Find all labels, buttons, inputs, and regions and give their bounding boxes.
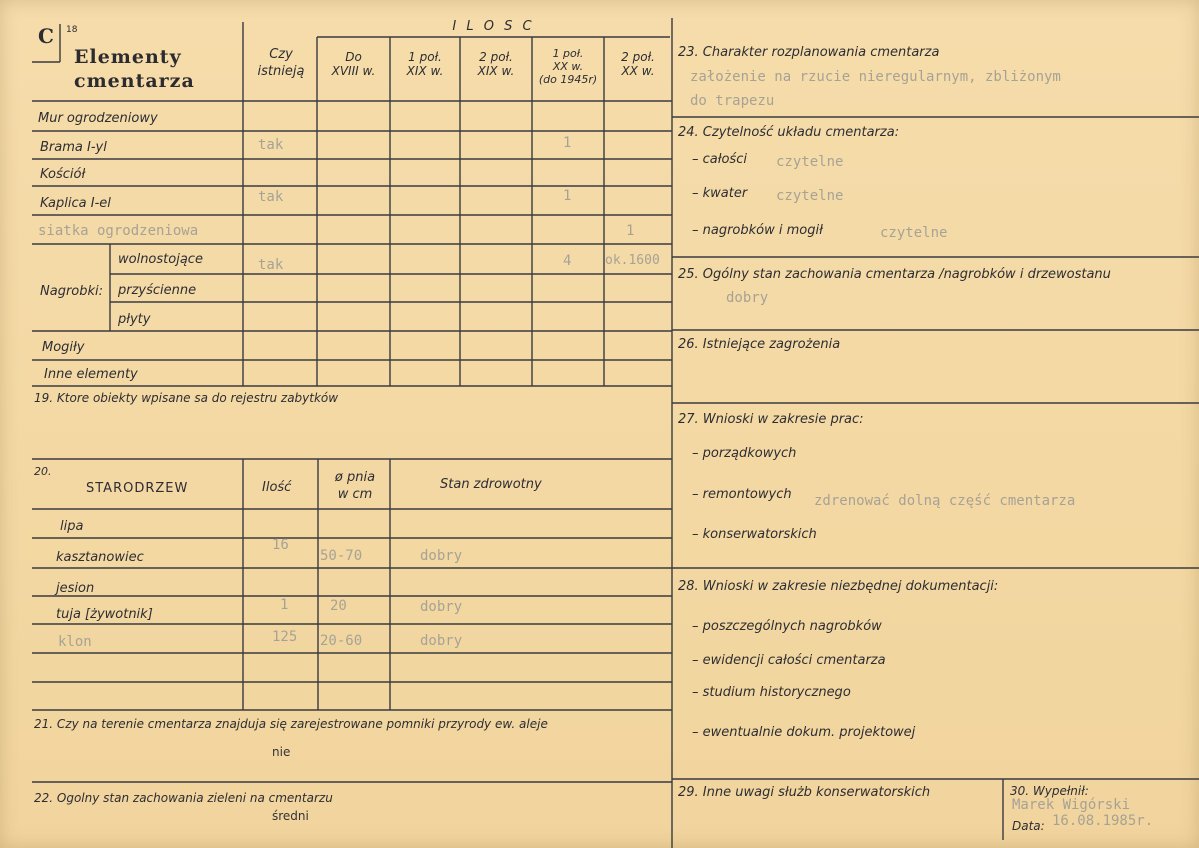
q22: 22. Ogolny stan zachowania zieleni na cmentarzu [34, 791, 333, 805]
header-col-2pol-xix: 2 poł. XIX w. [477, 50, 515, 78]
tree-name-klon: klon [58, 634, 92, 650]
header-ilosc: I L O S C [452, 19, 535, 34]
header-czy-istnieja: Czy istnieją [257, 47, 305, 79]
q24-nagrobkow: – nagrobków i mogił [692, 223, 823, 238]
q28-projektowej: – ewentualnie dokum. projektowej [692, 725, 916, 740]
cell-wolno-czy: tak [258, 257, 284, 273]
header-ilosc-drzew: Ilość [262, 480, 292, 495]
tree-pnia-klon: 20-60 [320, 633, 363, 649]
tree-ilosc-kasztanowiec: 16 [272, 537, 289, 553]
cell-siatka-2pol-xx: 1 [626, 223, 635, 239]
q27: 27. Wnioski w zakresie prac: [678, 412, 864, 427]
header-pnia: ø pnia w cm [334, 470, 376, 502]
row-inne: Inne elementy [44, 367, 138, 382]
q28-ewidencji: – ewidencji całości cmentarza [692, 653, 886, 668]
cell-brama-czy: tak [258, 137, 284, 153]
tree-ilosc-klon: 125 [272, 629, 298, 645]
q24-kwater: – kwater [692, 186, 748, 201]
header-starodrzew: STARODRZEW [86, 481, 189, 496]
header-stan-zdrowotny: Stan zdrowotny [440, 477, 542, 492]
header-col-2pol-xx: 2 poł. XX w. [621, 50, 655, 78]
a23-line1: założenie na rzucie nieregularnym, zbliżonym [690, 69, 1061, 85]
q24: 24. Czytelność układu cmentarza: [678, 125, 900, 140]
q28-studium: – studium historycznego [692, 685, 851, 700]
card-letter: C [38, 24, 55, 48]
tree-name-jesion: jesion [56, 581, 95, 596]
header-col-do-xviii: Do XVIII w. [331, 50, 376, 78]
row-nagrobki-label: Nagrobki: [40, 284, 104, 299]
card-title-line1: Elementy [74, 46, 182, 68]
q28: 28. Wnioski w zakresie niezbędnej dokumentacji: [678, 579, 999, 594]
row-brama: Brama I-yl [40, 140, 107, 155]
row-siatka: siatka ogrodzeniowa [38, 223, 199, 239]
tree-stan-kasztanowiec: dobry [420, 548, 463, 564]
a24-nagrobkow: czytelne [880, 225, 948, 241]
card-title-line2: cmentarza [74, 70, 195, 92]
q25: 25. Ogólny stan zachowania cmentarza /nagrobków i drzewostanu [678, 267, 1111, 282]
a25: dobry [726, 290, 769, 306]
q27-konserwatorskich: – konserwatorskich [692, 527, 817, 542]
tree-pnia-tuja: 20 [330, 598, 347, 614]
q30-data-label: Data: [1012, 819, 1045, 833]
tree-name-lipa: lipa [60, 519, 84, 534]
a30-date: 16.08.1985r. [1052, 813, 1154, 829]
header-col-1pol-xx: 1 poł. XX w. (do 1945r) [538, 47, 598, 86]
tree-pnia-kasztanowiec: 50-70 [320, 548, 363, 564]
q27-porzadkowych: – porządkowych [692, 446, 797, 461]
q21: 21. Czy na terenie cmentarza znajduja się zarejestrowane pomniki przyrody ew. aleje [34, 717, 548, 731]
q26: 26. Istniejące zagrożenia [678, 337, 841, 352]
q27-remontowych: – remontowych [692, 487, 792, 502]
tree-stan-klon: dobry [420, 633, 463, 649]
row-kaplica: Kaplica I-el [40, 196, 111, 211]
tree-name-kasztanowiec: kasztanowiec [56, 550, 144, 565]
tree-name-tuja: tuja [żywotnik] [56, 607, 153, 622]
row-mur: Mur ogrodzeniowy [38, 111, 158, 126]
q24-calosci: – całości [692, 152, 747, 167]
a22: średni [272, 809, 309, 823]
q19: 19. Ktore obiekty wpisane sa do rejestru zabytków [34, 391, 339, 405]
row-przyscienne: przyścienne [118, 283, 197, 298]
card-number: 18 [66, 25, 78, 35]
a27-remontowych: zdrenować dolną część cmentarza [814, 493, 1076, 509]
header-col-1pol-xix: 1 poł. XIX w. [406, 50, 444, 78]
tree-stan-tuja: dobry [420, 599, 463, 615]
row-wolnostojace: wolnostojące [118, 252, 203, 267]
row-kosciol: Kościół [40, 167, 86, 182]
row-mogily: Mogiły [42, 340, 85, 355]
q23: 23. Charakter rozplanowania cmentarza [678, 45, 940, 60]
a24-calosci: czytelne [776, 154, 844, 170]
q30: 30. Wypełnił: [1010, 784, 1089, 798]
q20-number: 20. [34, 465, 52, 478]
cell-wolno-2pol-xx: ok.1600 [605, 253, 660, 268]
cell-kaplica-1pol-xx: 1 [563, 188, 572, 204]
a21: nie [272, 745, 291, 759]
cell-kaplica-czy: tak [258, 189, 284, 205]
a23-line2: do trapezu [690, 93, 775, 109]
a30-name: Marek Wigórski [1012, 797, 1131, 813]
cell-brama-1pol-xx: 1 [563, 135, 572, 151]
row-plyty: płyty [118, 312, 151, 327]
q28-nagrobkow: – poszczególnych nagrobków [692, 619, 882, 634]
cell-wolno-1pol-xx: 4 [563, 253, 572, 269]
q29: 29. Inne uwagi służb konserwatorskich [678, 785, 931, 800]
tree-ilosc-tuja: 1 [280, 597, 289, 613]
a24-kwater: czytelne [776, 188, 844, 204]
